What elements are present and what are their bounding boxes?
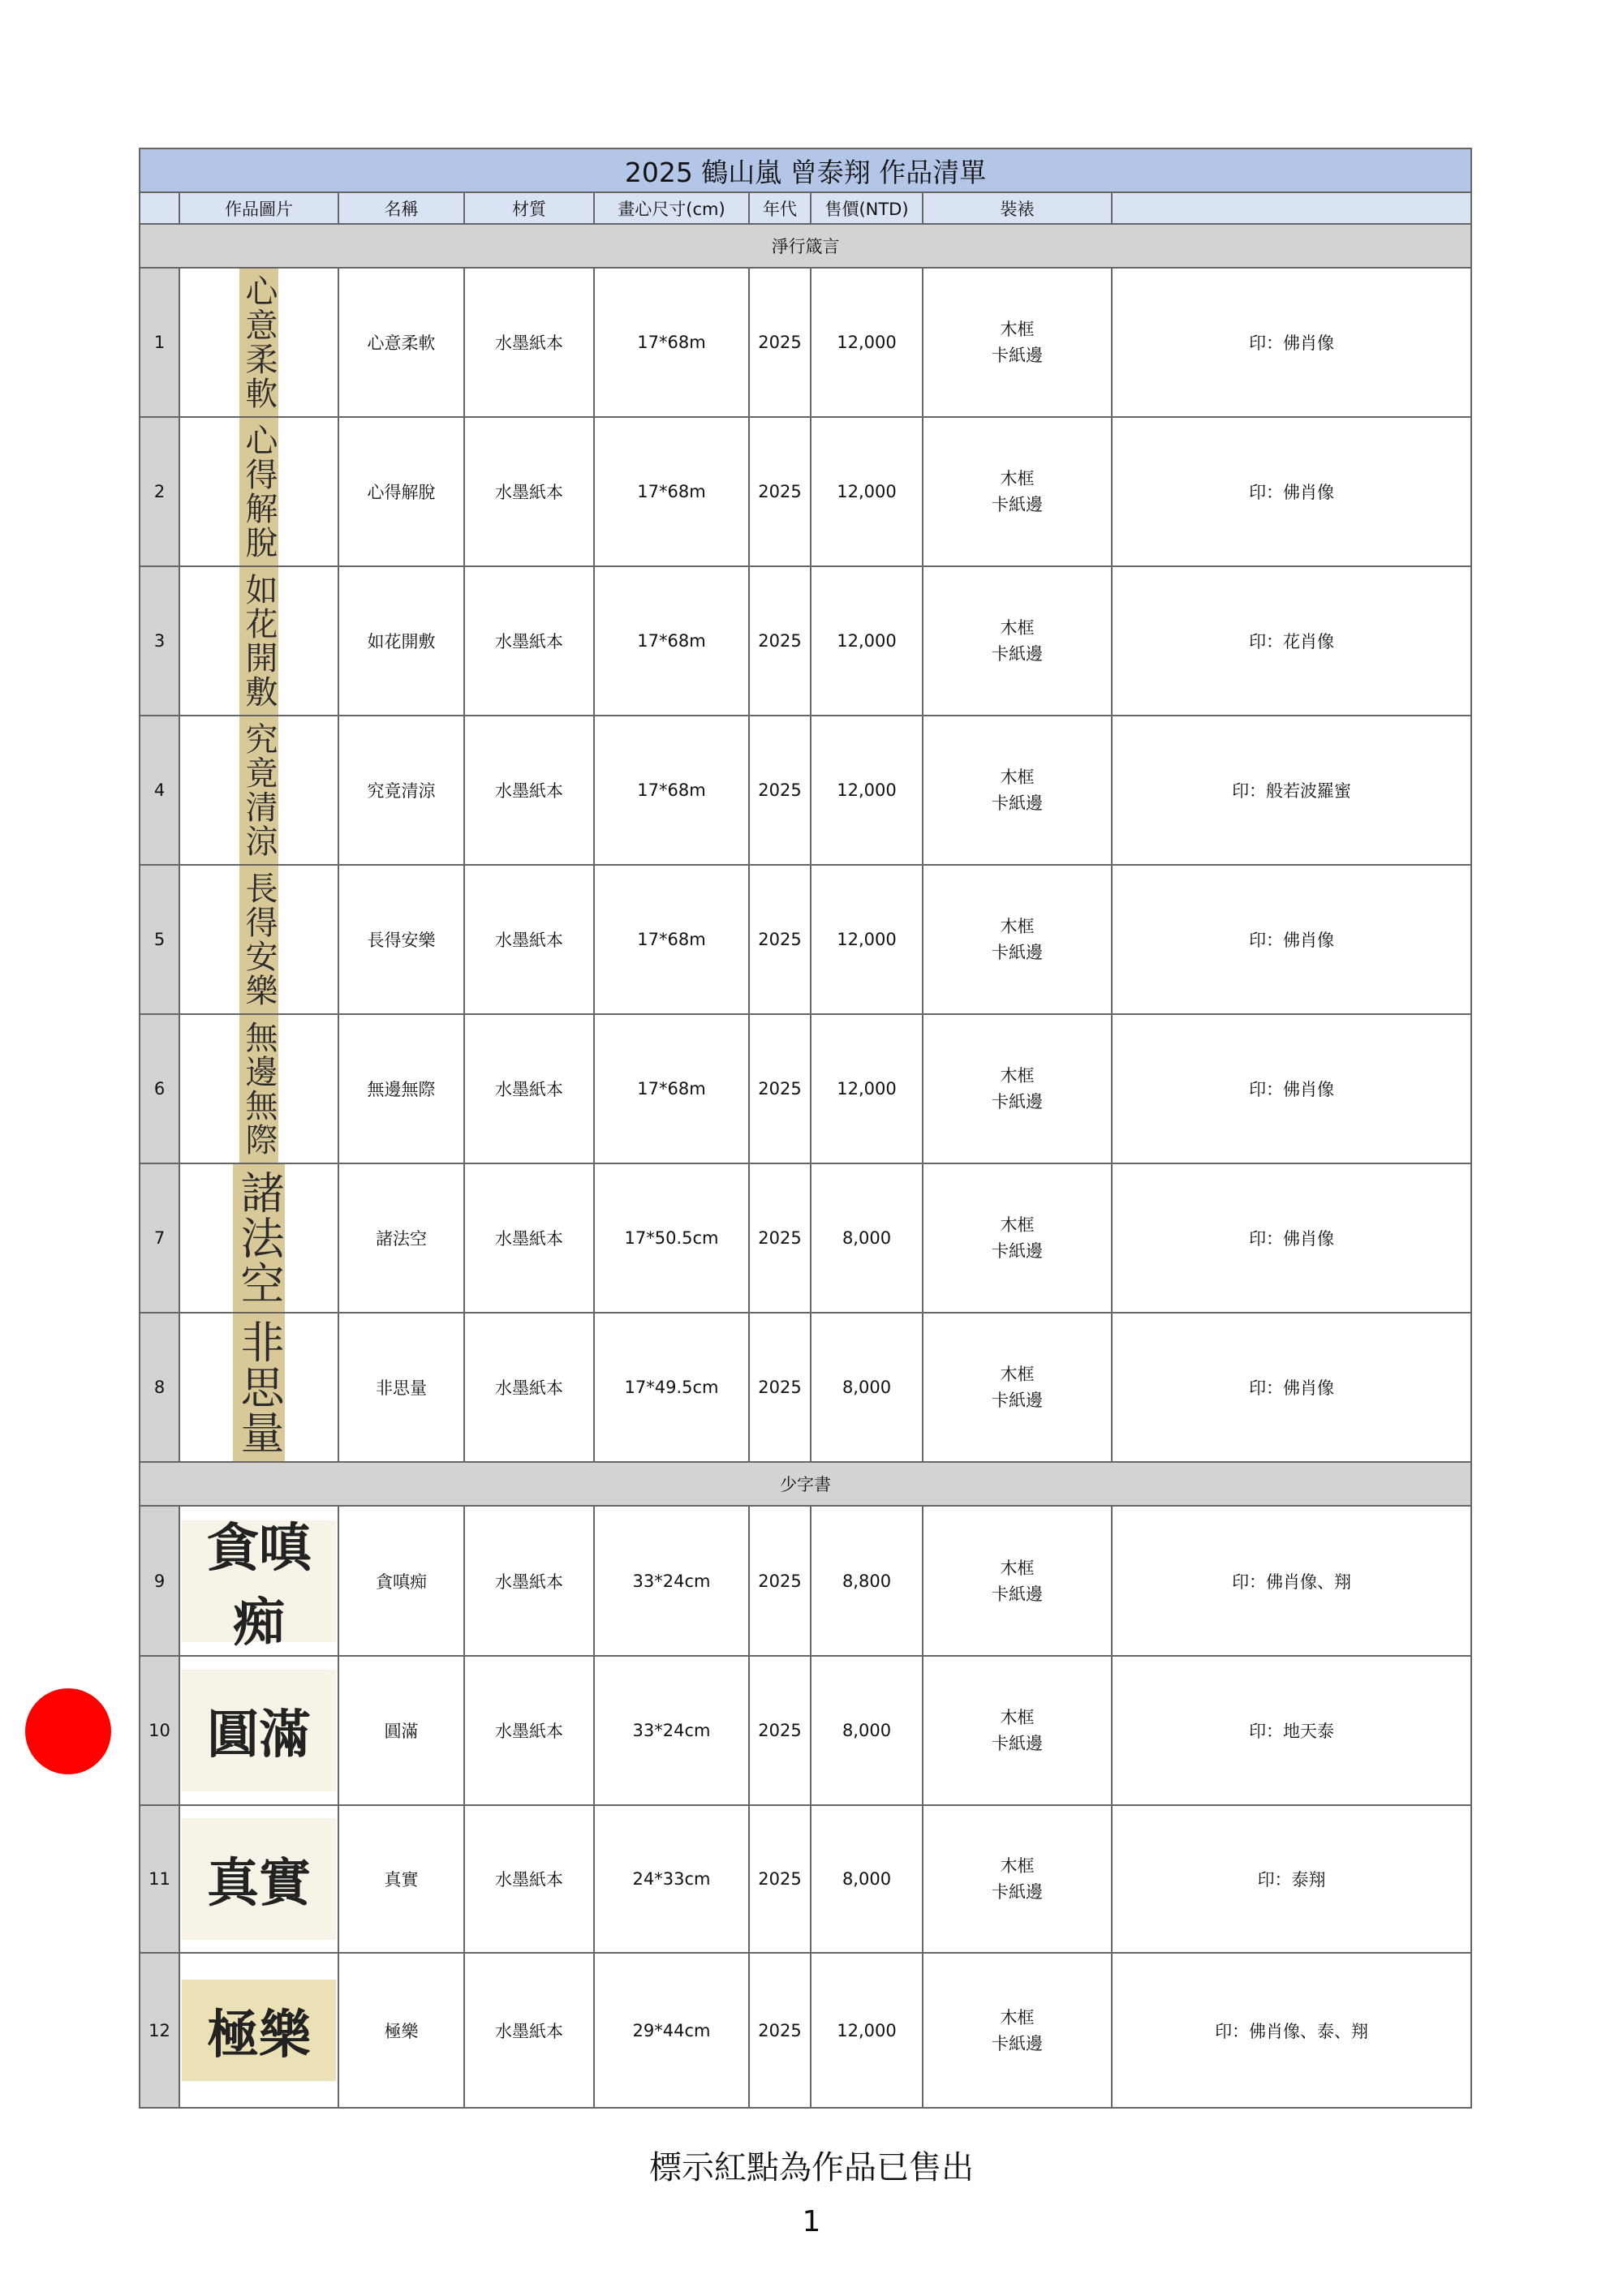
artwork-image-cell <box>179 417 338 566</box>
artwork-image-cell <box>179 716 338 865</box>
year: 2025 <box>749 1953 811 2108</box>
year: 2025 <box>749 1506 811 1656</box>
seal-notes: 印：佛肖像 <box>1112 1313 1471 1462</box>
year: 2025 <box>749 865 811 1014</box>
size: 29*44cm <box>594 1953 749 2108</box>
price: 8,000 <box>811 1163 923 1313</box>
section-row <box>140 1462 1471 1506</box>
material: 水墨紙本 <box>464 716 594 865</box>
year: 2025 <box>749 1014 811 1163</box>
price: 8,800 <box>811 1506 923 1656</box>
mounting-mat: 卡紙邊 <box>992 1584 1043 1604</box>
header-row <box>140 192 1471 224</box>
artwork-image-cell <box>179 1014 338 1163</box>
mounting-mat: 卡紙邊 <box>992 2033 1043 2053</box>
material: 水墨紙本 <box>464 1805 594 1953</box>
artwork-image: 究竟清涼 <box>239 716 278 864</box>
size: 33*24cm <box>594 1656 749 1805</box>
table-row <box>140 1953 1471 2108</box>
size: 17*68m <box>594 417 749 566</box>
mounting-mat: 卡紙邊 <box>992 1391 1043 1410</box>
mounting-frame: 木框 <box>1000 1708 1035 1727</box>
header-material: 材質 <box>464 192 594 224</box>
artwork-name: 如花開敷 <box>338 566 464 716</box>
artwork-image: 無邊無際 <box>239 1015 278 1163</box>
mounting <box>923 716 1112 865</box>
header-mounting: 裝裱 <box>923 192 1112 224</box>
price: 8,000 <box>811 1656 923 1805</box>
size: 33*24cm <box>594 1506 749 1656</box>
seal-notes: 印：花肖像 <box>1112 566 1471 716</box>
seal-notes: 印：泰翔 <box>1112 1805 1471 1953</box>
artwork-name: 非思量 <box>338 1313 464 1462</box>
price: 12,000 <box>811 716 923 865</box>
artwork-name: 心意柔軟 <box>338 268 464 417</box>
mounting-mat: 卡紙邊 <box>992 644 1043 664</box>
table-row <box>140 1014 1471 1163</box>
size: 17*50.5cm <box>594 1163 749 1313</box>
mounting-mat: 卡紙邊 <box>992 1241 1043 1261</box>
row-number: 1 <box>140 268 179 417</box>
row-number: 10 <box>140 1656 179 1805</box>
mounting-mat: 卡紙邊 <box>992 1734 1043 1753</box>
seal-notes: 印：佛肖像 <box>1112 865 1471 1014</box>
artwork-image-cell <box>179 865 338 1014</box>
artwork-image: 心得解脫 <box>239 418 278 565</box>
material: 水墨紙本 <box>464 1506 594 1656</box>
mounting-frame: 木框 <box>1000 618 1035 638</box>
seal-notes: 印：佛肖像 <box>1112 417 1471 566</box>
artwork-name: 究竟清涼 <box>338 716 464 865</box>
artwork-name: 極樂 <box>338 1953 464 2108</box>
size: 17*68m <box>594 268 749 417</box>
seal-notes: 印：佛肖像 <box>1112 268 1471 417</box>
table-row <box>140 1656 1471 1805</box>
artwork-image: 圓滿 <box>182 1670 336 1791</box>
price: 12,000 <box>811 268 923 417</box>
seal-notes: 印：佛肖像、泰、翔 <box>1112 1953 1471 2108</box>
mounting <box>923 1506 1112 1656</box>
seal-notes: 印：佛肖像 <box>1112 1163 1471 1313</box>
mounting-frame: 木框 <box>1000 1066 1035 1086</box>
material: 水墨紙本 <box>464 1656 594 1805</box>
artwork-image-cell <box>179 1313 338 1462</box>
mounting <box>923 1805 1112 1953</box>
size: 17*68m <box>594 865 749 1014</box>
sold-legend-note: 標示紅點為作品已售出 <box>649 2149 974 2186</box>
row-number: 3 <box>140 566 179 716</box>
seal-notes: 印：佛肖像 <box>1112 1014 1471 1163</box>
mounting <box>923 1014 1112 1163</box>
header-notes <box>1112 192 1471 224</box>
mounting-frame: 木框 <box>1000 1365 1035 1384</box>
row-number: 4 <box>140 716 179 865</box>
mounting <box>923 1656 1112 1805</box>
header-image: 作品圖片 <box>179 192 338 224</box>
artwork-name: 無邊無際 <box>338 1014 464 1163</box>
mounting-frame: 木框 <box>1000 469 1035 488</box>
material: 水墨紙本 <box>464 1163 594 1313</box>
row-number: 8 <box>140 1313 179 1462</box>
table-row <box>140 1163 1471 1313</box>
mounting-frame: 木框 <box>1000 1558 1035 1578</box>
artwork-image-cell <box>179 1805 338 1953</box>
material: 水墨紙本 <box>464 1014 594 1163</box>
mounting-frame: 木框 <box>1000 2007 1035 2027</box>
seal-notes: 印：地天泰 <box>1112 1656 1471 1805</box>
mounting-frame: 木框 <box>1000 917 1035 936</box>
table-row <box>140 566 1471 716</box>
mounting-mat: 卡紙邊 <box>992 495 1043 514</box>
artwork-list-table <box>139 148 1472 2109</box>
size: 24*33cm <box>594 1805 749 1953</box>
material: 水墨紙本 <box>464 268 594 417</box>
table-row <box>140 1313 1471 1462</box>
artwork-image-cell <box>179 1163 338 1313</box>
mounting-frame: 木框 <box>1000 1215 1035 1235</box>
table-title: 2025 鶴山嵐 曾泰翔 作品清單 <box>140 148 1471 192</box>
artwork-image-cell <box>179 1506 338 1656</box>
price: 12,000 <box>811 1014 923 1163</box>
material: 水墨紙本 <box>464 417 594 566</box>
row-number: 5 <box>140 865 179 1014</box>
section-row <box>140 224 1471 268</box>
price: 12,000 <box>811 865 923 1014</box>
row-number: 7 <box>140 1163 179 1313</box>
mounting-frame: 木框 <box>1000 320 1035 339</box>
mounting <box>923 1953 1112 2108</box>
mounting-mat: 卡紙邊 <box>992 346 1043 365</box>
price: 8,000 <box>811 1313 923 1462</box>
year: 2025 <box>749 716 811 865</box>
material: 水墨紙本 <box>464 566 594 716</box>
material: 水墨紙本 <box>464 1953 594 2108</box>
artwork-image-cell <box>179 566 338 716</box>
price: 12,000 <box>811 566 923 716</box>
page-number: 1 <box>802 2205 821 2238</box>
artwork-image: 如花開敷 <box>239 567 278 715</box>
section-title: 淨行箴言 <box>140 224 1471 268</box>
artwork-name: 長得安樂 <box>338 865 464 1014</box>
year: 2025 <box>749 417 811 566</box>
year: 2025 <box>749 268 811 417</box>
size: 17*68m <box>594 716 749 865</box>
sold-red-dot <box>25 1688 111 1774</box>
size: 17*68m <box>594 566 749 716</box>
header-number <box>140 192 179 224</box>
table-row <box>140 1506 1471 1656</box>
table-row <box>140 716 1471 865</box>
artwork-image: 真實 <box>182 1818 336 1940</box>
material: 水墨紙本 <box>464 865 594 1014</box>
seal-notes: 印：般若波羅蜜 <box>1112 716 1471 865</box>
row-number: 6 <box>140 1014 179 1163</box>
row-number: 11 <box>140 1805 179 1953</box>
seal-notes: 印：佛肖像、翔 <box>1112 1506 1471 1656</box>
year: 2025 <box>749 1805 811 1953</box>
artwork-image: 貪嗔痴 <box>182 1520 336 1642</box>
price: 12,000 <box>811 417 923 566</box>
artwork-image: 心意柔軟 <box>239 269 278 416</box>
year: 2025 <box>749 566 811 716</box>
row-number: 2 <box>140 417 179 566</box>
artwork-image: 長得安樂 <box>239 866 278 1013</box>
artwork-name: 圓滿 <box>338 1656 464 1805</box>
mounting <box>923 566 1112 716</box>
artwork-name: 貪嗔痴 <box>338 1506 464 1656</box>
size: 17*68m <box>594 1014 749 1163</box>
year: 2025 <box>749 1656 811 1805</box>
artwork-name: 心得解脫 <box>338 417 464 566</box>
artwork-image-cell <box>179 268 338 417</box>
mounting <box>923 1163 1112 1313</box>
table-row <box>140 268 1471 417</box>
row-number: 9 <box>140 1506 179 1656</box>
table-row <box>140 417 1471 566</box>
artwork-image: 非思量 <box>233 1314 285 1461</box>
mounting-mat: 卡紙邊 <box>992 943 1043 962</box>
table-row <box>140 1805 1471 1953</box>
header-price: 售價(NTD) <box>811 192 923 224</box>
artwork-image: 極樂 <box>182 1980 336 2081</box>
mounting-frame: 木框 <box>1000 1856 1035 1876</box>
mounting <box>923 1313 1112 1462</box>
mounting <box>923 417 1112 566</box>
header-size: 畫心尺寸(cm) <box>594 192 749 224</box>
artwork-name: 諸法空 <box>338 1163 464 1313</box>
mounting <box>923 865 1112 1014</box>
price: 8,000 <box>811 1805 923 1953</box>
mounting-frame: 木框 <box>1000 767 1035 787</box>
artwork-name: 真實 <box>338 1805 464 1953</box>
table-row <box>140 865 1471 1014</box>
mounting-mat: 卡紙邊 <box>992 1092 1043 1111</box>
mounting-mat: 卡紙邊 <box>992 1882 1043 1902</box>
artwork-image-cell <box>179 1953 338 2108</box>
year: 2025 <box>749 1163 811 1313</box>
header-name: 名稱 <box>338 192 464 224</box>
mounting-mat: 卡紙邊 <box>992 793 1043 813</box>
material: 水墨紙本 <box>464 1313 594 1462</box>
header-year: 年代 <box>749 192 811 224</box>
year: 2025 <box>749 1313 811 1462</box>
artwork-image-cell <box>179 1656 338 1805</box>
artwork-image: 諸法空 <box>233 1164 285 1312</box>
price: 12,000 <box>811 1953 923 2108</box>
section-title: 少字書 <box>140 1462 1471 1506</box>
row-number: 12 <box>140 1953 179 2108</box>
mounting <box>923 268 1112 417</box>
size: 17*49.5cm <box>594 1313 749 1462</box>
